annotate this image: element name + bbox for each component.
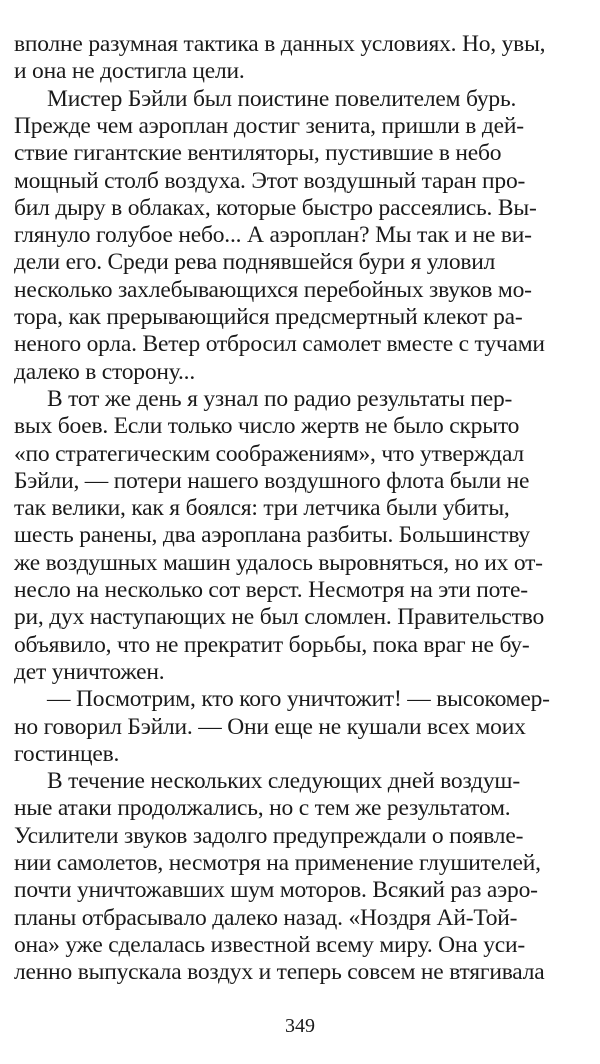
text-line: ленно выпускала воздух и теперь совсем не втягивала [14,959,545,986]
text-line: гостинцев. [14,740,120,767]
text-line: бил дыру в облаках, которые быстро рассеялись. Вы- [14,194,537,221]
text-line: несколько захлебывающихся перебойных звуков мо- [14,276,532,303]
text-line: дели его. Среди рева поднявшейся бури я уловил [14,249,496,276]
text-line: «по стратегическим соображениям», что утверждал [14,440,524,467]
text-line: планы отбрасывало далеко назад. «Ноздря Ай-Той- [14,904,518,931]
text-line: дет уничтожен. [14,658,165,685]
text-line: В течение нескольких следующих дней воздуш- [47,768,520,795]
text-line: неного орла. Ветер отбросил самолет вместе с тучами [14,331,545,358]
text-line: несло на несколько сот верст. Несмотря на эти поте- [14,577,528,603]
text-line: Усилители звуков задолго предупреждали о появле- [14,822,524,849]
text-line: — Посмотрим, кто кого уничтожит! — высокомер- [47,686,550,713]
text-line: ные атаки продолжались, но с тем же результатом. [14,795,511,822]
text-line: тора, как прерывающийся предсмертный клекот ра- [14,304,523,330]
text-line: же воздушных машин удалось выровняться, но их от- [14,549,543,576]
text-line: но говорил Бэйли. — Они еще не кушали всех моих [14,713,526,740]
text-line: Бэйли, — потери нашего воздушного флота были не [14,467,530,494]
text-line: В тот же день я узнал по радио результаты пер- [47,385,513,412]
text-line: Мистер Бэйли был поистине повелителем бурь. [47,85,517,112]
text-line: вых боев. Если только число жертв не было скрыто [14,413,520,440]
text-line: ствие гигантские вентиляторы, пустившие в небо [14,140,502,167]
text-line: мощный столб воздуха. Этот воздушный таран про- [14,167,526,194]
text-line: так велики, как я боялся: три летчика были убиты, [14,495,510,522]
text-line: далеко в сторону... [14,358,196,385]
text-line: Прежде чем аэроплан достиг зенита, пришли в дей- [14,112,524,139]
text-line: шесть ранены, два аэроплана разбиты. Большинству [14,522,530,549]
text-line: нии самолетов, несмотря на применение глушителей, [14,850,541,876]
text-line: ри, дух наступающих не был сломлен. Правительство [14,604,545,631]
text-line: она» уже сделалась известной всему миру. Она уси- [14,931,525,958]
text-line: объявило, что не прекратит борьбы, пока враг не бу- [14,631,530,658]
text-line: глянуло голубое небо... А аэроплан? Мы так и не ви- [14,222,532,249]
text-line: вполне разумная тактика в данных условиях. Но, увы, [14,31,546,57]
text-line: почти уничтожавших шум моторов. Всякий раз аэро- [14,877,538,904]
page-number: 349 [285,1015,315,1037]
text-line: и она не достигла цели. [14,58,245,85]
